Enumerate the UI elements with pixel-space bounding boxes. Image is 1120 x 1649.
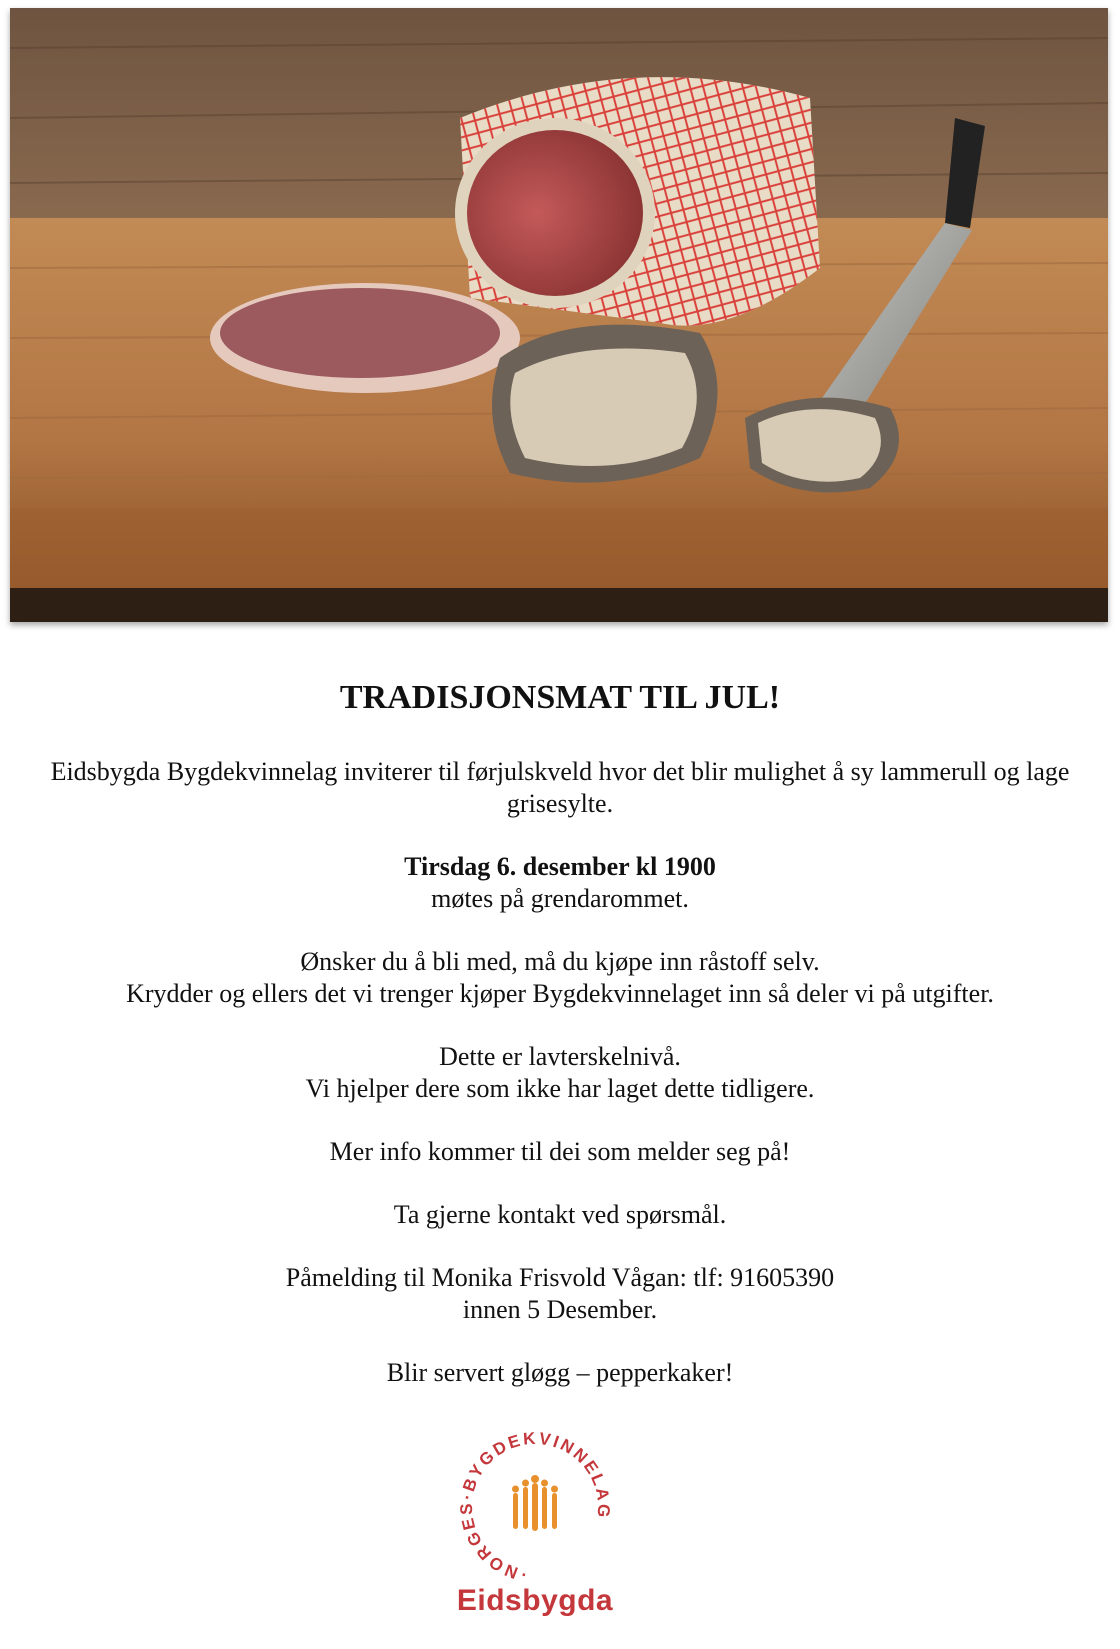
more-info-text: Mer info kommer til dei som melder seg på! xyxy=(329,1137,791,1166)
logo-emblem-icon xyxy=(450,1432,620,1582)
contact-text: Ta gjerne kontakt ved spørsmål. xyxy=(393,1200,727,1229)
intro-line-1: Eidsbygda Bygdekvinnelag inviterer til førjulskveld hvor det blir mulighet å sy lammerull og lage xyxy=(50,757,1070,786)
served-text: Blir servert gløgg – pepperkaker! xyxy=(386,1358,734,1387)
signup-line-2: innen 5 Desember. xyxy=(462,1295,658,1324)
materials-paragraph xyxy=(0,946,1120,1010)
level-line-1: Dette er lavterskelnivå. xyxy=(439,1042,681,1071)
hero-photo xyxy=(10,8,1108,622)
page-title: TRADISJONSMAT TIL JUL! xyxy=(339,679,781,716)
event-place: møtes på grendarommet. xyxy=(431,884,689,913)
signup-paragraph xyxy=(0,1262,1120,1326)
logo-name: Eidsbygda xyxy=(456,1584,614,1617)
cured-meat-on-cutting-board-illustration xyxy=(10,8,1108,622)
bygdekvinnelag-logo xyxy=(450,1432,670,1632)
event-date: Tirsdag 6. desember kl 1900 xyxy=(404,852,716,881)
level-paragraph xyxy=(0,1041,1120,1105)
materials-line-2: Krydder og ellers det vi trenger kjøper Bygdekvinnelaget inn så deler vi på utgifter. xyxy=(126,979,994,1008)
level-line-2: Vi hjelper dere som ikke har laget dette tidligere. xyxy=(305,1074,815,1103)
signup-line-1: Påmelding til Monika Frisvold Vågan: tlf: 91605390 xyxy=(285,1263,835,1292)
intro-line-2: grisesylte. xyxy=(506,789,614,818)
materials-line-1: Ønsker du å bli med, må du kjøpe inn råstoff selv. xyxy=(300,947,820,976)
invitation-text xyxy=(0,670,1120,1420)
wheat-sheaves-icon xyxy=(512,1475,558,1531)
when-paragraph xyxy=(0,851,1120,915)
logo-ring-text: ·NORGES·BYGDEKVINNELAG xyxy=(456,1432,614,1582)
intro-paragraph xyxy=(0,756,1120,820)
